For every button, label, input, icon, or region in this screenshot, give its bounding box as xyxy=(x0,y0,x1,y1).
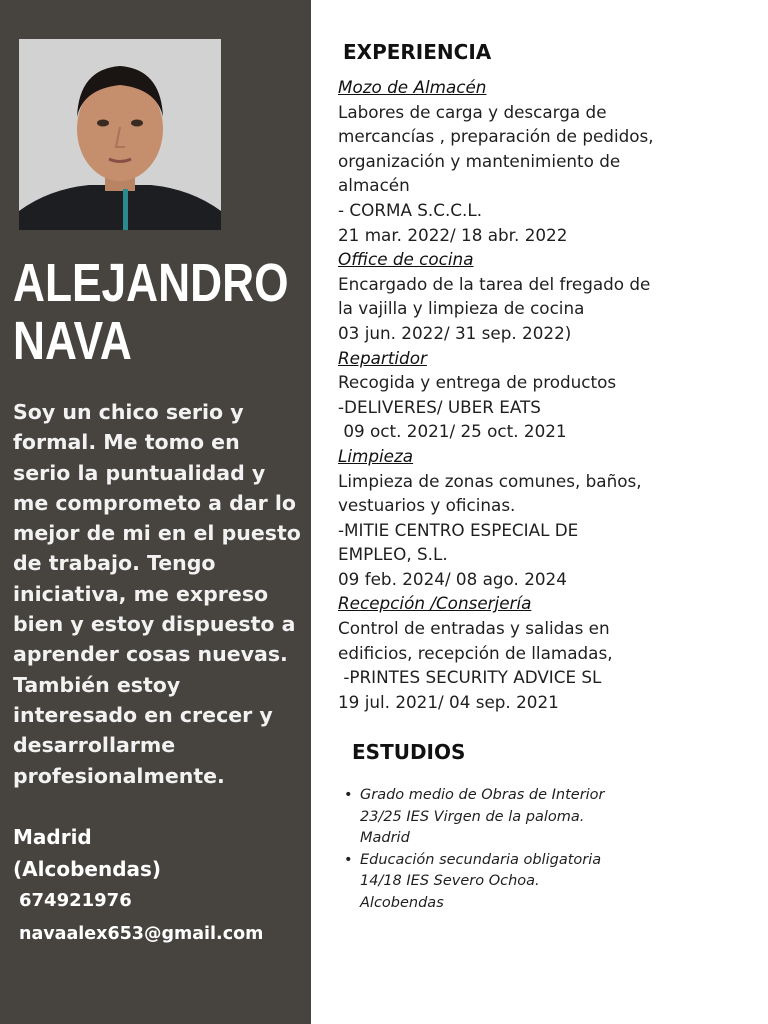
location xyxy=(13,821,303,885)
job-role: Repartidor xyxy=(338,347,427,368)
job-detail: Recogida y entrega de productos xyxy=(338,372,617,393)
job-detail: almacén xyxy=(338,175,410,196)
job-company: - CORMA S.C.C.L. xyxy=(338,199,483,220)
education-list xyxy=(342,785,752,915)
job-detail: mercancías , preparación de pedidos, xyxy=(338,126,654,147)
education-school: 23/25 IES Virgen de la paloma. xyxy=(360,808,585,825)
job-detail: Limpieza de zonas comunes, baños, xyxy=(338,470,642,491)
job-entry xyxy=(338,346,758,444)
job-role: Recepción /Conserjería xyxy=(338,593,532,614)
job-entry xyxy=(338,444,758,592)
profile-photo xyxy=(19,39,221,230)
job-role: Mozo de Almacén xyxy=(338,77,487,97)
job-detail: Encargado de la tarea del fregado de xyxy=(338,273,651,294)
job-role: Limpieza xyxy=(338,445,414,466)
education-title: ESTUDIOS xyxy=(352,740,466,764)
location-city: Madrid xyxy=(13,825,92,849)
experience-title: EXPERIENCIA xyxy=(343,40,492,64)
job-detail: edificios, recepción de llamadas, xyxy=(338,642,613,663)
name-line-1: ALEJANDRO xyxy=(13,253,289,313)
job-detail: Labores de carga y descarga de xyxy=(338,101,607,122)
education-city: Madrid xyxy=(360,830,410,847)
job-company: -DELIVERES/ UBER EATS xyxy=(338,396,541,417)
job-dates: 09 oct. 2021/ 25 oct. 2021 xyxy=(338,421,567,442)
bullet-icon: • xyxy=(344,851,353,868)
person-portrait-icon xyxy=(19,39,221,230)
bullet-icon: • xyxy=(344,787,353,803)
job-detail: la vajilla y limpieza de cocina xyxy=(338,298,585,319)
job-dates: 21 mar. 2022/ 18 abr. 2022 xyxy=(338,224,568,245)
phone-number: 674921976 xyxy=(19,890,132,911)
job-entry xyxy=(338,247,758,345)
job-entry xyxy=(338,591,758,714)
education-item xyxy=(342,850,752,915)
job-role: Office de cocina xyxy=(338,249,474,270)
job-dates: 03 jun. 2022/ 31 sep. 2022) xyxy=(338,322,572,343)
sidebar xyxy=(0,0,311,1024)
education-school: 14/18 IES Severo Ochoa. xyxy=(360,873,540,890)
location-district: (Alcobendas) xyxy=(13,857,162,881)
experience-list xyxy=(338,75,758,714)
education-degree: Grado medio de Obras de Interior xyxy=(360,787,605,803)
job-company: EMPLEO, S.L. xyxy=(338,544,448,565)
name-line-2: NAVA xyxy=(13,311,132,371)
job-detail: vestuarios y oficinas. xyxy=(338,495,516,516)
person-name xyxy=(13,254,289,370)
education-degree: Educación secundaria obligatoria xyxy=(360,851,602,868)
job-dates: 09 feb. 2024/ 08 ago. 2024 xyxy=(338,568,567,589)
job-company: -PRINTES SECURITY ADVICE SL xyxy=(338,667,602,688)
job-dates: 19 jul. 2021/ 04 sep. 2021 xyxy=(338,691,559,712)
email-address: navaalex653@gmail.com xyxy=(19,924,264,944)
job-entry xyxy=(338,75,758,247)
job-detail: Control de entradas y salidas en xyxy=(338,618,610,639)
job-detail: organización y mantenimiento de xyxy=(338,150,621,171)
education-city: Alcobendas xyxy=(360,894,444,911)
education-item xyxy=(342,785,752,850)
profile-summary: Soy un chico serio y formal. Me tomo en serio la puntualidad y me comprometo a dar lo mejor de mi en el puesto de trabajo. Tengo iniciativa, me expreso bien y estoy dispuesto a aprender cosas nuevas. También estoy interesado en crecer y desarrollarme profesionalmente. xyxy=(13,400,301,788)
job-company: -MITIE CENTRO ESPECIAL DE xyxy=(338,519,579,540)
